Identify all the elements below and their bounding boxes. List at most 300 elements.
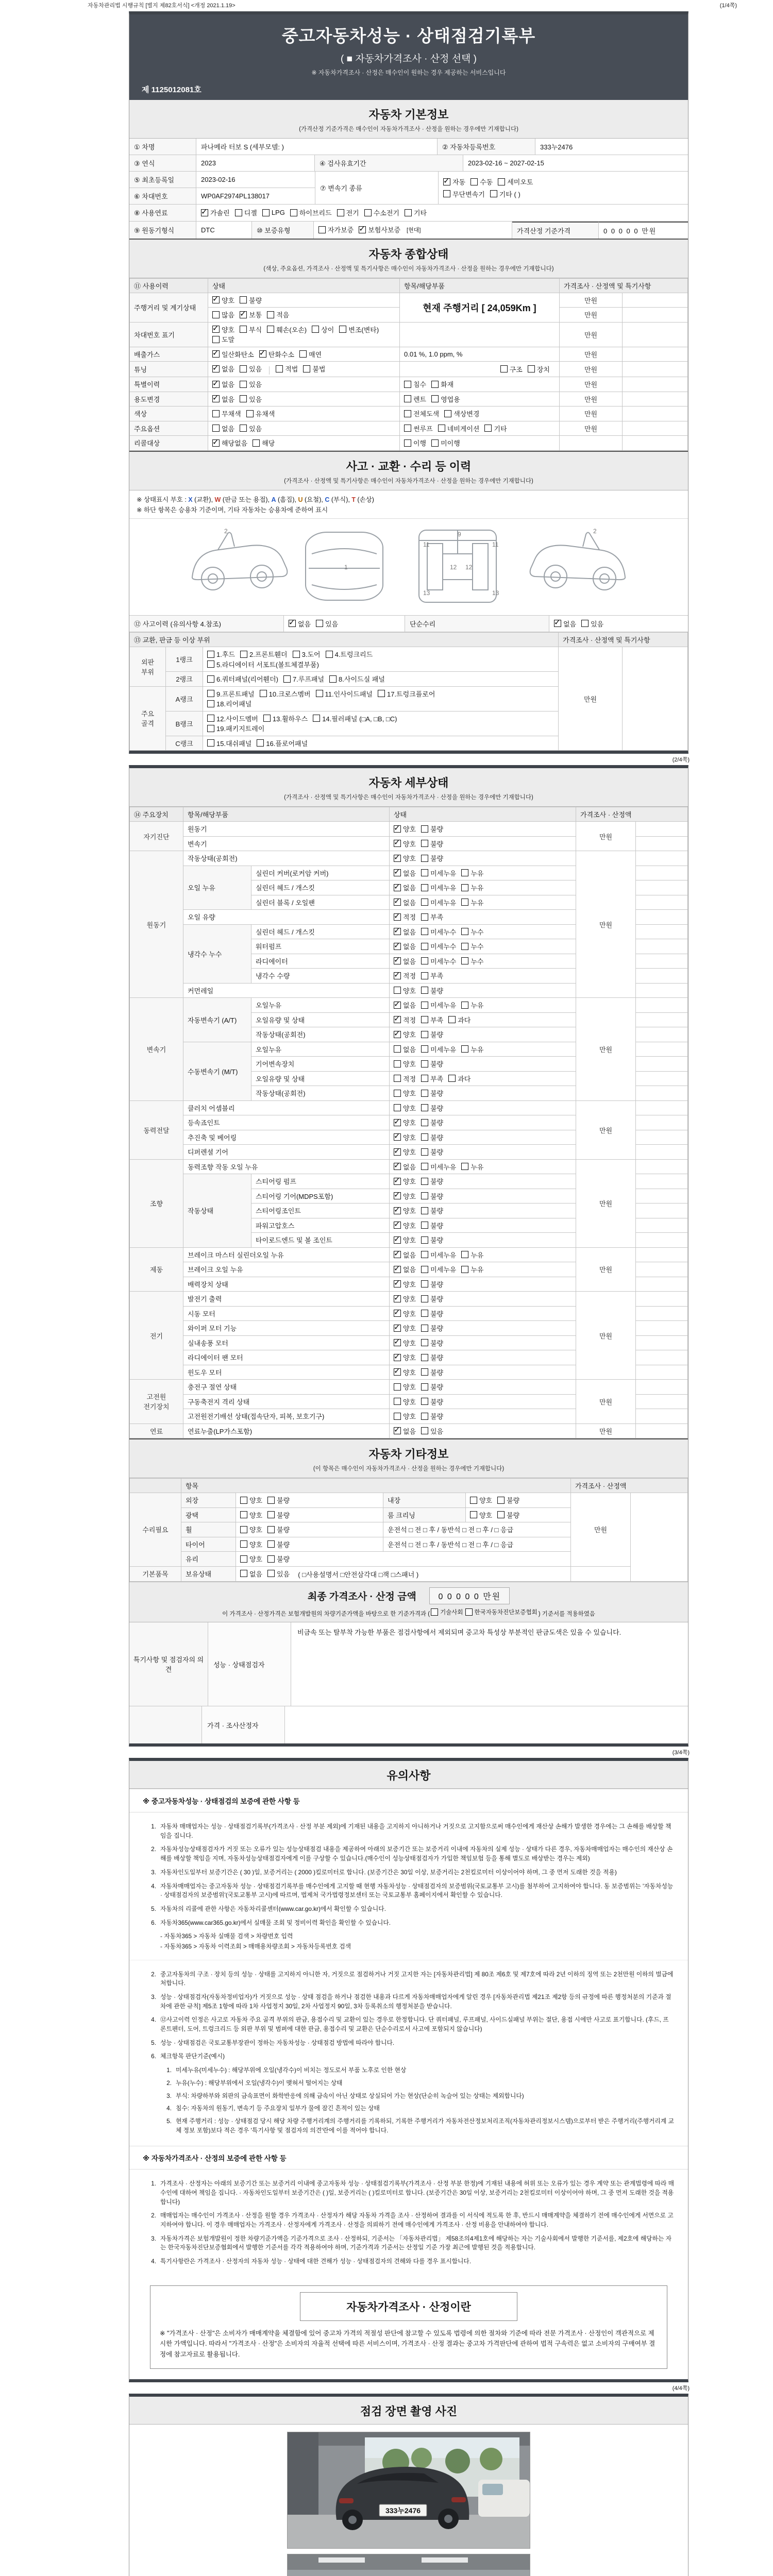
- checkbox-unchecked[interactable]: [444, 410, 451, 417]
- td-el: 라디에이터: [251, 954, 390, 969]
- checkbox-unchecked[interactable]: [421, 825, 428, 833]
- checkbox-unchecked[interactable]: [312, 326, 319, 333]
- checkbox-unchecked[interactable]: [240, 326, 247, 333]
- checkbox-unchecked[interactable]: [421, 1354, 428, 1361]
- checkbox-option: [421, 839, 443, 849]
- checkbox-unchecked[interactable]: [431, 381, 439, 388]
- checkbox-unchecked[interactable]: [267, 1511, 275, 1518]
- checkbox-checked[interactable]: [443, 178, 450, 185]
- checkbox-label: 양호: [403, 1133, 416, 1142]
- checkbox-label: 부식: [249, 326, 262, 334]
- checkbox-unchecked[interactable]: [394, 1075, 401, 1082]
- checkbox-unchecked[interactable]: [470, 1511, 477, 1518]
- checkbox-unchecked[interactable]: [461, 1163, 468, 1170]
- checkbox-unchecked[interactable]: [240, 296, 247, 303]
- checkbox-unchecked[interactable]: [421, 1398, 428, 1405]
- checkbox-unchecked[interactable]: [378, 690, 385, 697]
- engine-type-label: ⑨ 원동기형식: [129, 222, 196, 239]
- price-definition-title: 자동차가격조사 · 산정이란: [300, 2292, 517, 2321]
- checkbox-unchecked[interactable]: [405, 209, 412, 216]
- checkbox-unchecked[interactable]: [394, 1060, 401, 1067]
- checkbox-option: [470, 1495, 492, 1505]
- tr-el: [130, 421, 688, 436]
- td-el: [636, 1086, 688, 1101]
- checkbox-unchecked[interactable]: [313, 715, 320, 722]
- checkbox-unchecked[interactable]: [497, 1511, 505, 1518]
- checkbox-unchecked[interactable]: [207, 660, 214, 668]
- checkbox-checked[interactable]: [212, 381, 220, 388]
- checkbox-group: [394, 973, 448, 981]
- checkbox-unchecked[interactable]: [207, 651, 214, 658]
- checkbox-unchecked[interactable]: [461, 869, 468, 876]
- checkbox-unchecked[interactable]: [421, 1251, 428, 1258]
- checkbox-checked[interactable]: [212, 350, 220, 358]
- checkbox-checked[interactable]: [240, 311, 247, 318]
- checkbox-unchecked[interactable]: [461, 957, 468, 964]
- checkbox-unchecked[interactable]: [421, 1031, 428, 1038]
- checkbox-unchecked[interactable]: [404, 425, 411, 432]
- checkbox-unchecked[interactable]: [339, 326, 346, 333]
- td-el: [400, 421, 560, 436]
- td-el: 리콜대상: [130, 436, 208, 451]
- checkbox-label: 기타 ( ): [499, 190, 520, 198]
- checkbox-option: [394, 853, 416, 863]
- checkbox-unchecked[interactable]: [421, 1325, 428, 1332]
- checkbox-unchecked[interactable]: [263, 715, 271, 722]
- checkbox-unchecked[interactable]: [421, 1368, 428, 1376]
- checkbox-unchecked[interactable]: [267, 1526, 275, 1533]
- checkbox-unchecked[interactable]: [246, 410, 254, 417]
- checkbox-checked[interactable]: [394, 1427, 401, 1434]
- checkbox-checked[interactable]: [394, 1236, 401, 1244]
- checkbox-option: [240, 1524, 262, 1534]
- checkbox-label: 불량: [430, 1104, 444, 1112]
- checkbox-checked[interactable]: [259, 350, 266, 358]
- td-el: [623, 421, 688, 436]
- checkbox-option: [303, 364, 325, 374]
- checkbox-option: [240, 1569, 262, 1579]
- checkbox-unchecked[interactable]: [267, 311, 274, 318]
- checkbox-unchecked[interactable]: [421, 1178, 428, 1185]
- checkbox-unchecked[interactable]: [448, 1016, 456, 1023]
- checkbox-unchecked[interactable]: [421, 1075, 428, 1082]
- checkbox-option: [421, 1338, 443, 1348]
- checkbox-checked[interactable]: [394, 840, 401, 847]
- checkbox-label: 3.도어: [301, 651, 321, 659]
- checkbox-unchecked[interactable]: [421, 1133, 428, 1141]
- checkbox-unchecked[interactable]: [240, 1511, 247, 1518]
- checkbox-option: [394, 1382, 416, 1392]
- checkbox-unchecked[interactable]: [240, 395, 247, 402]
- checkbox-unchecked[interactable]: [421, 1060, 428, 1067]
- checkbox-option: [421, 1294, 443, 1303]
- td-el: [390, 1218, 576, 1233]
- checkbox-unchecked[interactable]: [240, 1497, 247, 1504]
- checkbox-label: 해당없음: [222, 439, 248, 448]
- checkbox-unchecked[interactable]: [421, 913, 428, 921]
- checkbox-checked[interactable]: [394, 943, 401, 950]
- checkbox-checked[interactable]: [394, 913, 401, 921]
- td-el: [631, 1493, 688, 1582]
- checkbox-unchecked[interactable]: [421, 1339, 428, 1346]
- checkbox-checked[interactable]: [394, 1163, 401, 1170]
- checkbox-unchecked[interactable]: [421, 840, 428, 847]
- checkbox-label: 양호: [479, 1497, 493, 1505]
- td-el: [390, 924, 576, 939]
- checkbox-checked[interactable]: [394, 1368, 401, 1376]
- checkbox-unchecked[interactable]: [490, 190, 497, 197]
- checkbox-unchecked[interactable]: [461, 1045, 468, 1053]
- checkbox-checked[interactable]: [394, 1339, 401, 1346]
- checkbox-option: [404, 438, 426, 448]
- checkbox-unchecked[interactable]: [421, 899, 428, 906]
- td-el: 0.01 %, 1.0 ppm, %: [400, 347, 560, 362]
- checkbox-checked[interactable]: [394, 1310, 401, 1317]
- checkbox-unchecked[interactable]: [421, 1163, 428, 1170]
- checkbox-label: 불량: [507, 1497, 520, 1505]
- checkbox-unchecked[interactable]: [253, 439, 260, 447]
- checkbox-checked[interactable]: [554, 620, 561, 627]
- checkbox-unchecked[interactable]: [394, 1104, 401, 1111]
- checkbox-checked[interactable]: [394, 1002, 401, 1009]
- checkbox-unchecked[interactable]: [394, 1413, 401, 1420]
- checkbox-unchecked[interactable]: [421, 943, 428, 950]
- checkbox-unchecked[interactable]: [421, 1310, 428, 1317]
- td-el: 만원: [576, 998, 636, 1101]
- checkbox-unchecked[interactable]: [421, 1119, 428, 1126]
- td-el: [390, 1159, 576, 1174]
- td-el: [390, 1409, 576, 1424]
- final-price-band: [129, 1582, 688, 1622]
- checkbox-unchecked[interactable]: [303, 365, 310, 372]
- div-el: [143, 2179, 675, 2207]
- checkbox-unchecked[interactable]: [461, 1266, 468, 1273]
- checkbox-unchecked[interactable]: [431, 1608, 438, 1616]
- checkbox-unchecked[interactable]: [207, 715, 214, 722]
- checkbox-unchecked[interactable]: [240, 1526, 247, 1533]
- td-el: [390, 822, 576, 837]
- checkbox-unchecked[interactable]: [421, 1222, 428, 1229]
- checkbox-checked[interactable]: [394, 1016, 401, 1023]
- checkbox-label: 불량: [430, 1295, 444, 1303]
- checkbox-label: 구조: [509, 365, 523, 374]
- checkbox-unchecked[interactable]: [421, 884, 428, 891]
- notice-text: ⑫사고이력 인정은 사고로 자동차 주요 골격 부위의 판금, 용접수리 및 교환이 있는 경우로 한정합니다. 단 쿼터패널, 루프패널, 사이드실패널 부위는 절단, 용접 시에만 사고로 표기합니다. (후드, 프론트펜더, 도어, 트렁크리드 등 외판 부위 및 범퍼에 대한 판금, 용접수리 및 교환은 단순수리로서 사고에 포함되지 않습니다): [160, 2016, 669, 2033]
- checkbox-unchecked[interactable]: [581, 620, 589, 627]
- regulation-reference: 자동차관리법 시행규칙 [별지 제82호서식] <개정 2021.1.19>: [88, 3, 236, 9]
- checkbox-unchecked[interactable]: [443, 190, 450, 197]
- checkbox-unchecked[interactable]: [421, 855, 428, 862]
- checkbox-unchecked[interactable]: [235, 209, 242, 216]
- license-plate-rear: 333누2476: [385, 2506, 421, 2515]
- checkbox-unchecked[interactable]: [421, 1045, 428, 1053]
- checkbox-unchecked[interactable]: [421, 1192, 428, 1199]
- checkbox-unchecked[interactable]: [438, 425, 445, 432]
- checkbox-checked[interactable]: [201, 209, 208, 216]
- checkbox-unchecked[interactable]: [470, 1497, 477, 1504]
- checkbox-unchecked[interactable]: [262, 209, 270, 216]
- checkbox-checked[interactable]: [394, 1119, 401, 1126]
- checkbox-unchecked[interactable]: [461, 943, 468, 950]
- checkbox-unchecked[interactable]: [498, 178, 505, 185]
- checkbox-checked[interactable]: [394, 1133, 401, 1141]
- checkbox-unchecked[interactable]: [240, 651, 247, 658]
- checkbox-checked[interactable]: [394, 1354, 401, 1361]
- checkbox-option: [394, 1191, 416, 1201]
- checkbox-unchecked[interactable]: [364, 209, 372, 216]
- checkbox-checked[interactable]: [394, 1251, 401, 1258]
- checkbox-label: 누유: [470, 1045, 484, 1054]
- checkbox-unchecked[interactable]: [421, 1280, 428, 1287]
- checkbox-option: [394, 1264, 416, 1274]
- checkbox-checked[interactable]: [394, 957, 401, 964]
- td-el: 작동상태(공회전): [183, 851, 390, 866]
- thead-el: [130, 807, 688, 822]
- checkbox-unchecked[interactable]: [207, 725, 214, 732]
- checkbox-unchecked[interactable]: [240, 1540, 247, 1548]
- checkbox-checked[interactable]: [394, 1325, 401, 1332]
- td-el: 특별이력: [130, 377, 208, 392]
- checkbox-unchecked[interactable]: [316, 620, 323, 627]
- checkbox-unchecked[interactable]: [318, 226, 326, 233]
- checkbox-unchecked[interactable]: [240, 1570, 247, 1577]
- checkbox-unchecked[interactable]: [421, 1295, 428, 1302]
- checkbox-unchecked[interactable]: [394, 1383, 401, 1391]
- checkbox-checked[interactable]: [394, 1031, 401, 1038]
- checkbox-unchecked[interactable]: [421, 972, 428, 979]
- tr-el: [130, 1479, 688, 1493]
- checkbox-unchecked[interactable]: [207, 700, 214, 707]
- page-marker-3: (3/4쪽): [672, 1750, 690, 1756]
- td-el: [636, 1130, 688, 1145]
- checkbox-checked[interactable]: [394, 928, 401, 935]
- checkbox-option: [421, 824, 443, 834]
- checkbox-label: 색상변경: [453, 410, 480, 418]
- checkbox-unchecked[interactable]: [329, 675, 337, 683]
- checkbox-unchecked[interactable]: [212, 410, 220, 417]
- checkbox-checked[interactable]: [394, 884, 401, 891]
- checkbox-unchecked[interactable]: [421, 1148, 428, 1156]
- checkbox-unchecked[interactable]: [461, 928, 468, 935]
- checkbox-checked[interactable]: [212, 439, 220, 447]
- checkbox-unchecked[interactable]: [207, 675, 214, 683]
- td-el: [636, 1321, 688, 1336]
- checkbox-group: [394, 1238, 448, 1245]
- checkbox-unchecked[interactable]: [212, 425, 220, 432]
- checkbox-checked[interactable]: [394, 1178, 401, 1185]
- state-code-X: X: [188, 496, 193, 503]
- checkbox-unchecked[interactable]: [421, 928, 428, 935]
- checkbox-checked[interactable]: [394, 1148, 401, 1156]
- checkbox-option: [299, 349, 322, 359]
- car-diagram: [129, 518, 688, 615]
- checkbox-unchecked[interactable]: [394, 1398, 401, 1405]
- checkbox-unchecked[interactable]: [267, 1555, 275, 1563]
- checkbox-checked[interactable]: [394, 899, 401, 906]
- checkbox-unchecked[interactable]: [421, 1002, 428, 1009]
- opinions-block: [129, 1622, 688, 1743]
- notice-number: 3.: [151, 2234, 156, 2242]
- checkbox-option: [259, 349, 294, 359]
- checkbox-unchecked[interactable]: [316, 690, 323, 697]
- tr-el: [130, 362, 688, 377]
- checkbox-group: [212, 426, 267, 433]
- td-el: [623, 406, 688, 421]
- checkbox-checked[interactable]: [394, 1207, 401, 1214]
- checkbox-unchecked[interactable]: [267, 1570, 275, 1577]
- checkbox-checked[interactable]: [394, 1266, 401, 1273]
- tr-el: [130, 1423, 688, 1438]
- checkbox-label: 전체도색: [413, 410, 440, 418]
- td-el: [636, 939, 688, 954]
- checkbox-option: [470, 1510, 492, 1520]
- checkbox-label: 이행: [413, 439, 427, 448]
- checkbox-unchecked[interactable]: [461, 899, 468, 906]
- checkbox-option: [394, 1029, 416, 1039]
- checkbox-unchecked[interactable]: [421, 1383, 428, 1391]
- checkbox-checked[interactable]: [359, 226, 366, 233]
- checkbox-unchecked[interactable]: [461, 1251, 468, 1258]
- notice-sub-number: 3.: [166, 2092, 172, 2099]
- transmission-options: [439, 172, 688, 204]
- checkbox-label: 누유: [470, 1266, 484, 1274]
- checkbox-unchecked[interactable]: [404, 439, 411, 447]
- checkbox-unchecked[interactable]: [484, 425, 492, 432]
- checkbox-unchecked[interactable]: [240, 365, 247, 372]
- checkbox-group: [394, 1208, 448, 1216]
- checkbox-unchecked[interactable]: [240, 425, 247, 432]
- checkbox-group: [212, 297, 267, 305]
- checkbox-label: 있음: [249, 381, 262, 389]
- checkbox-unchecked[interactable]: [257, 739, 264, 747]
- checkbox-unchecked[interactable]: [394, 1045, 401, 1053]
- checkbox-unchecked[interactable]: [421, 957, 428, 964]
- checkbox-unchecked[interactable]: [293, 651, 300, 658]
- rect-el: [318, 2557, 365, 2563]
- checkbox-unchecked[interactable]: [337, 209, 344, 216]
- checkbox-unchecked[interactable]: [207, 739, 214, 747]
- checkbox-label: 불량: [430, 987, 444, 995]
- checkbox-label: 없음: [403, 1045, 416, 1054]
- checkbox-unchecked[interactable]: [267, 1540, 275, 1548]
- checkbox-unchecked[interactable]: [461, 1002, 468, 1009]
- checkbox-unchecked[interactable]: [283, 675, 291, 683]
- checkbox-unchecked[interactable]: [260, 690, 267, 697]
- checkbox-unchecked[interactable]: [431, 439, 439, 447]
- checkbox-unchecked[interactable]: [326, 651, 333, 658]
- span-el: [443, 189, 526, 199]
- page-marker-1: (1/4쪽): [719, 3, 737, 9]
- checkbox-unchecked[interactable]: [207, 690, 214, 697]
- checkbox-label: LPG: [271, 209, 285, 216]
- tr-el: [130, 1159, 688, 1174]
- checkbox-unchecked[interactable]: [421, 1090, 428, 1097]
- checkbox-label: 없음: [403, 1427, 416, 1435]
- checkbox-unchecked[interactable]: [276, 365, 283, 372]
- checkbox-unchecked[interactable]: [290, 209, 297, 216]
- checkbox-unchecked[interactable]: [394, 987, 401, 994]
- checkbox-label: 기타: [494, 425, 507, 433]
- checkbox-checked[interactable]: [394, 1280, 401, 1287]
- checkbox-unchecked[interactable]: [421, 869, 428, 876]
- checkbox-unchecked[interactable]: [404, 410, 411, 417]
- checkbox-unchecked[interactable]: [267, 1497, 275, 1504]
- checkbox-unchecked[interactable]: [448, 1075, 456, 1082]
- td-el: 만원: [571, 1493, 631, 1567]
- checkbox-unchecked[interactable]: [212, 311, 220, 318]
- checkbox-unchecked[interactable]: [470, 178, 478, 185]
- checkbox-unchecked[interactable]: [421, 1104, 428, 1111]
- checkbox-unchecked[interactable]: [421, 1413, 428, 1420]
- td-el: 튜닝: [130, 362, 208, 377]
- checkbox-option: [461, 1250, 483, 1260]
- checkbox-group: [240, 1498, 295, 1505]
- checkbox-checked[interactable]: [394, 1295, 401, 1302]
- checkbox-checked[interactable]: [394, 869, 401, 876]
- checkbox-unchecked[interactable]: [421, 1207, 428, 1214]
- checkbox-label: 유채색: [255, 410, 275, 418]
- checkbox-group: [394, 1105, 448, 1113]
- checkbox-option: [421, 1162, 456, 1172]
- document-title: 중고자동차성능 · 상태점검기록부: [281, 26, 536, 45]
- checkbox-unchecked[interactable]: [299, 350, 307, 358]
- div-el: [143, 2052, 675, 2061]
- checkbox-checked[interactable]: [212, 395, 220, 402]
- checkbox-checked[interactable]: [394, 972, 401, 979]
- checkbox-group: [212, 351, 327, 359]
- checkbox-checked[interactable]: [212, 296, 220, 303]
- checkbox-unchecked[interactable]: [461, 884, 468, 891]
- checkbox-unchecked[interactable]: [394, 1090, 401, 1097]
- td-el: 광택: [181, 1507, 236, 1522]
- checkbox-unchecked[interactable]: [267, 326, 274, 333]
- checkbox-checked[interactable]: [289, 620, 296, 627]
- checkbox-unchecked[interactable]: [500, 365, 508, 372]
- checkbox-unchecked[interactable]: [240, 381, 247, 388]
- checkbox-unchecked[interactable]: [404, 381, 411, 388]
- checkbox-label: 미세누수: [430, 957, 457, 965]
- checkbox-checked[interactable]: [394, 825, 401, 833]
- checkbox-unchecked[interactable]: [421, 1016, 428, 1023]
- checkbox-unchecked[interactable]: [421, 1427, 428, 1434]
- checkbox-unchecked[interactable]: [212, 336, 220, 343]
- checkbox-checked[interactable]: [212, 326, 220, 333]
- checkbox-unchecked[interactable]: [421, 1266, 428, 1273]
- checkbox-checked[interactable]: [394, 855, 401, 862]
- td-el: 시동 모터: [183, 1306, 390, 1321]
- checkbox-label: 누수: [470, 928, 484, 936]
- checkbox-label: 무단변속기: [452, 190, 485, 198]
- diagram-part-number: 2: [593, 527, 597, 535]
- checkbox-label: 매연: [309, 350, 322, 359]
- checkbox-unchecked[interactable]: [240, 1555, 247, 1563]
- checkbox-checked[interactable]: [394, 1222, 401, 1229]
- checkbox-unchecked[interactable]: [421, 1236, 428, 1244]
- checkbox-checked[interactable]: [394, 1192, 401, 1199]
- checkbox-unchecked[interactable]: [528, 365, 535, 372]
- checkbox-option: [421, 1397, 443, 1406]
- checkbox-option: [212, 349, 254, 359]
- notice-text: 중고자동차의 구조 · 장치 등의 성능 · 상태를 고지하지 아니한 자, 거짓으로 점검하거나 거짓 고지한 자는 [자동차관리법] 제 80조 제6호 및 제7호에 따라 2년 이하의 징역 또는 2천만원 이하의 벌금에 처합니다.: [160, 1970, 674, 1987]
- td-el: 오일유량 및 상태: [251, 1012, 390, 1027]
- checkbox-unchecked[interactable]: [421, 987, 428, 994]
- checkbox-unchecked[interactable]: [431, 395, 439, 402]
- checkbox-unchecked[interactable]: [497, 1497, 505, 1504]
- checkbox-checked[interactable]: [212, 365, 220, 372]
- checkbox-unchecked[interactable]: [465, 1608, 473, 1616]
- checkbox-unchecked[interactable]: [404, 395, 411, 402]
- td-el: 만원: [560, 293, 623, 308]
